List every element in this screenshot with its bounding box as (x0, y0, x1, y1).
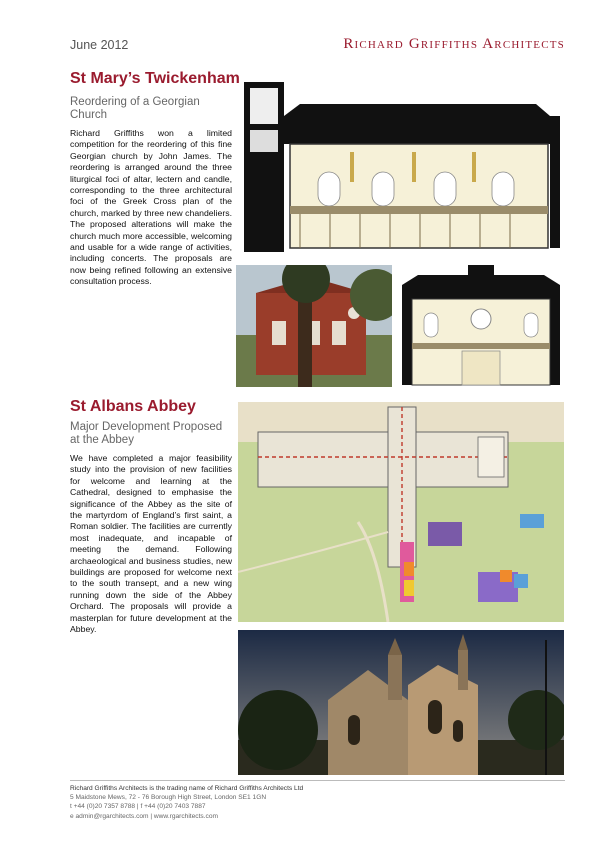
project-title-st-albans: St Albans Abbey (70, 398, 196, 415)
footer-address: 5 Maidstone Mews, 72 - 76 Borough High Street, London SE1 1GN (70, 794, 267, 802)
footer-trading-name: Richard Griffiths Architects is the trading name of Richard Griffiths Architects Ltd (70, 785, 304, 792)
abbey-exterior-photo (238, 630, 564, 775)
issue-date: June 2012 (70, 38, 129, 52)
project-title-st-marys: St Mary’s Twickenham (70, 70, 240, 87)
project-body-st-marys: Richard Griffiths won a limited competition for the reordering of this fine Georgian church by John James. The reordering is arranged around the three liturgical foci of altar, lectern and candle, corresponding to the three architectural foci of the Greek Cross plan of the church, marked by three new chandeliers. The proposed alterations will make the church much more accessible, welcoming and usable for a wide range of activities, including concerts. The proposals are now being refined following an extensive consultation process. (70, 128, 232, 287)
page-footer (70, 780, 565, 821)
project-subtitle-st-marys: Reordering of a Georgian Church (70, 96, 200, 121)
church-exterior-photo (236, 265, 392, 387)
project-body-st-albans: We have completed a major feasibility study into the provision of new facilities for welcome and learning at the Cathedral, designed to emphasise the significance of the Abbey as the site of the martyrdom of England’s first saint, a Roman soldier. The facilities are currently most inadequate, and incapable of meeting the demand. Following archaeological and business studies, new buildings are proposed for welcome next to the south transept, and a new wing running down the side of the Abbey Orchard. The proposals will provide a masterplan for future development at the Abbey. (70, 453, 232, 635)
project-subtitle-st-albans: Major Development Proposed at the Abbey (70, 421, 223, 446)
church-section-drawing (240, 74, 564, 256)
abbey-site-plan (238, 402, 564, 622)
footer-email-web: e admin@rgarchitects.com | www.rgarchitects.com (70, 812, 219, 820)
footer-phone-fax: t +44 (0)20 7357 8788 | f +44 (0)20 7403 7887 (70, 803, 206, 811)
firm-name: Richard Griffiths Architects (343, 36, 565, 52)
church-cross-section-drawing (398, 265, 564, 387)
